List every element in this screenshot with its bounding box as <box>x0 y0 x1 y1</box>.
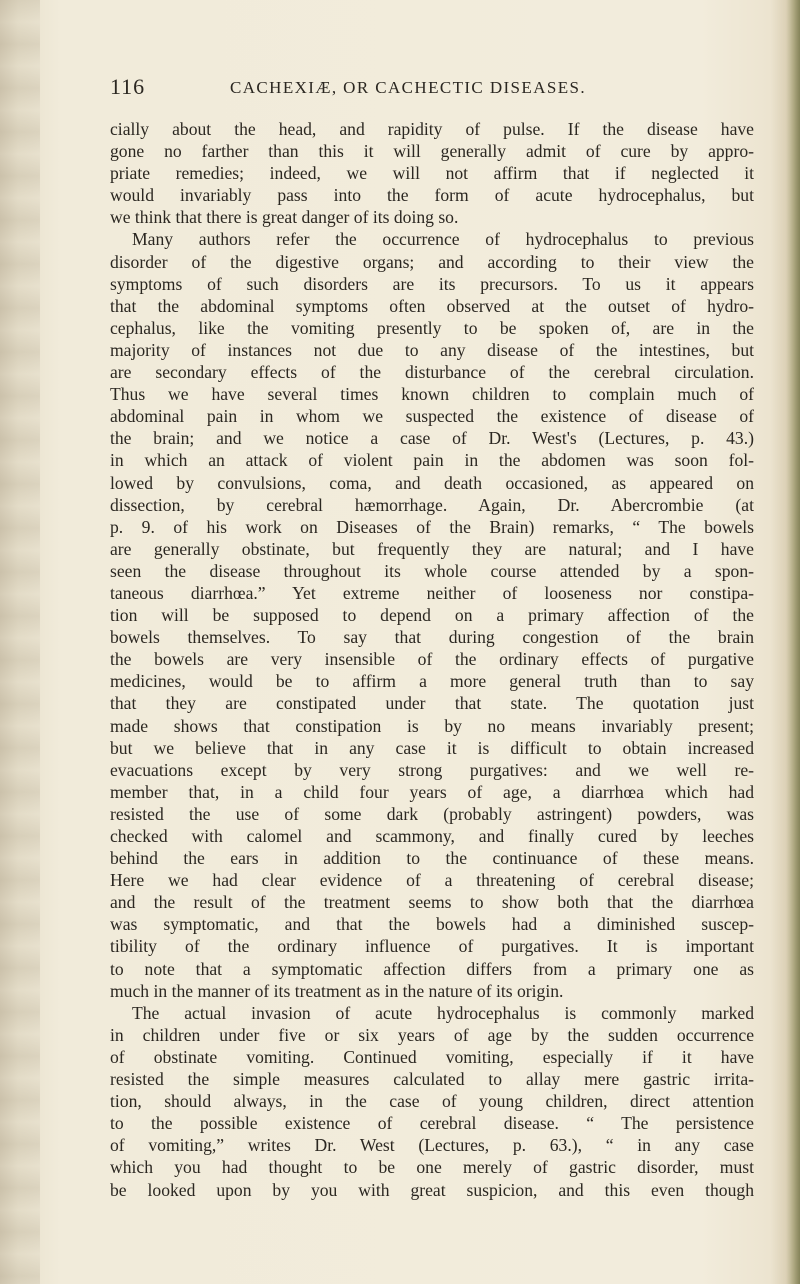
text-line: would invariably pass into the form of acute hydrocephalus, but <box>110 185 754 206</box>
text-line: are generally obstinate, but frequently they are natural; and I have <box>110 538 754 559</box>
text-line: tibility of the ordinary influence of purgatives. It is important <box>110 936 754 957</box>
text-line: was symptomatic, and that the bowels had a diminished suscep- <box>110 914 754 935</box>
text-line: that the abdominal symptoms often observed at the outset of hydro- <box>110 295 754 316</box>
text-line: resisted the simple measures calculated to allay mere gastric irrita- <box>110 1069 754 1090</box>
text-line: the brain; and we notice a case of Dr. West's (Lectures, p. 43.) <box>110 428 754 449</box>
text-line: p. 9. of his work on Diseases of the Brain) remarks, “ The bowels <box>110 516 754 537</box>
text-line: tion will be supposed to depend on a primary affection of the <box>110 605 754 626</box>
text-line: Thus we have several times known children to complain much of <box>110 384 754 405</box>
text-line: Many authors refer the occurrence of hydrocephalus to previous <box>132 229 754 250</box>
page-number: 116 <box>110 74 146 99</box>
page-edge <box>786 0 800 1284</box>
text-line: in children under five or six years of age by the sudden occurrence <box>110 1024 754 1045</box>
text-line: tion, should always, in the case of young children, direct attention <box>110 1091 754 1112</box>
text-line: majority of instances not due to any disease of the intestines, but <box>110 339 754 360</box>
text-line: that they are constipated under that state. The quotation just <box>110 693 754 714</box>
text-line: lowed by convulsions, coma, and death occasioned, as appeared on <box>110 472 754 493</box>
text-line: medicines, would be to affirm a more general truth than to say <box>110 671 754 692</box>
text-line: of vomiting,” writes Dr. West (Lectures, p. 63.), “ in any case <box>110 1135 754 1156</box>
text-line: to note that a symptomatic affection differs from a primary one as <box>110 958 754 979</box>
text-line: in which an attack of violent pain in the abdomen was soon fol- <box>110 450 754 471</box>
text-line: which you had thought to be one merely of gastric disorder, must <box>110 1157 754 1178</box>
text-line: resisted the use of some dark (probably astringent) powders, was <box>110 803 754 824</box>
text-line: bowels themselves. To say that during congestion of the brain <box>110 627 754 648</box>
text-line: dissection, by cerebral hæmorrhage. Again, Dr. Abercrombie (at <box>110 494 754 515</box>
text-line: much in the manner of its treatment as in the nature of its origin. <box>110 980 564 1001</box>
text-line: the bowels are very insensible of the ordinary effects of purgative <box>110 649 754 670</box>
page-header <box>110 74 750 104</box>
running-title: CACHEXIÆ, OR CACHECTIC DISEASES. <box>230 78 587 97</box>
text-line: disorder of the digestive organs; and according to their view the <box>110 251 754 272</box>
text-line: cephalus, like the vomiting presently to be spoken of, are in the <box>110 317 754 338</box>
text-line: abdominal pain in whom we suspected the existence of disease of <box>110 406 754 427</box>
text-line: priate remedies; indeed, we will not affirm that if neglected it <box>110 163 754 184</box>
text-line: seen the disease throughout its whole course attended by a spon- <box>110 560 754 581</box>
text-line: taneous diarrhœa.” Yet extreme neither of looseness nor constipa- <box>110 582 754 603</box>
text-line: behind the ears in addition to the continuance of these means. <box>110 848 754 869</box>
text-line: are secondary effects of the disturbance of the cerebral circulation. <box>110 362 754 383</box>
text-line: to the possible existence of cerebral disease. “ The persistence <box>110 1113 754 1134</box>
text-line: member that, in a child four years of age, a diarrhœa which had <box>110 781 754 802</box>
text-line: and the result of the treatment seems to show both that the diarrhœa <box>110 892 754 913</box>
text-line: made shows that constipation is by no means invariably present; <box>110 715 754 736</box>
text-line: but we believe that in any case it is difficult to obtain increased <box>110 737 754 758</box>
text-line: The actual invasion of acute hydrocephalus is commonly marked <box>132 1002 754 1023</box>
text-line: of obstinate vomiting. Continued vomiting, especially if it have <box>110 1046 754 1067</box>
text-line: evacuations except by very strong purgatives: and we well re- <box>110 759 754 780</box>
binding-gutter <box>0 0 40 1284</box>
text-line: Here we had clear evidence of a threatening of cerebral disease; <box>110 870 754 891</box>
text-line: gone no farther than this it will generally admit of cure by appro- <box>110 141 754 162</box>
text-line: we think that there is great danger of its doing so. <box>110 207 459 228</box>
text-line: cially about the head, and rapidity of pulse. If the disease have <box>110 119 754 139</box>
body-text <box>110 118 754 1201</box>
text-line: be looked upon by you with great suspicion, and this even though <box>110 1179 754 1200</box>
text-line: checked with calomel and scammony, and finally cured by leeches <box>110 826 754 846</box>
text-line: symptoms of such disorders are its precursors. To us it appears <box>110 273 754 294</box>
